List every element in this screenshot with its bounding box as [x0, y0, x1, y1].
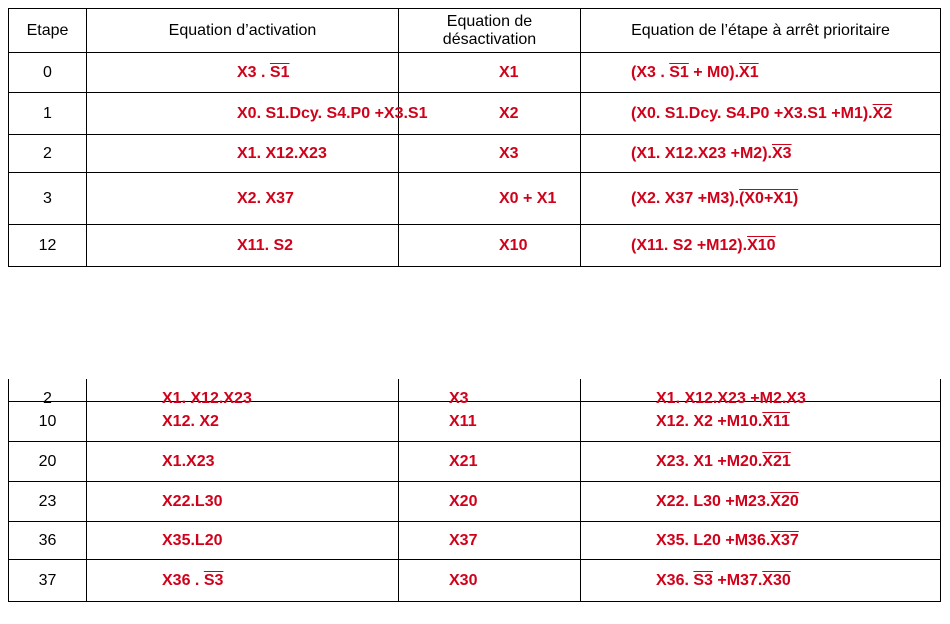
prioritaire-cell	[581, 560, 941, 602]
desactivation-cell	[399, 225, 581, 267]
equation-term: X1. X12.X23	[162, 390, 252, 407]
equation-term: (X0. S1.Dcy. S4.P0 +X3.S1 +M1).	[631, 104, 873, 122]
table-row	[9, 173, 941, 225]
prioritaire-cell	[581, 53, 941, 93]
equation-term: X30	[449, 571, 478, 589]
equation-term: X10	[499, 236, 528, 254]
activation-cell	[87, 522, 399, 560]
table-row	[9, 53, 941, 93]
equation-term: (X2. X37 +M3).	[631, 189, 740, 207]
equation-term: X12. X2 +M10.	[656, 412, 763, 430]
etape-cell	[9, 482, 87, 522]
etape-number: 1	[43, 104, 52, 122]
equation-term: X1. X12.X23 +M2.X3	[656, 390, 806, 407]
overlined-term: X10	[747, 236, 776, 254]
desactivation-cell	[399, 173, 581, 225]
prioritaire-cell	[581, 93, 941, 135]
table-body	[9, 379, 941, 602]
equation-term: X36.	[656, 571, 694, 589]
equation-term: + M0).	[688, 63, 740, 81]
activation-cell	[87, 225, 399, 267]
desactivation-cell	[399, 402, 581, 442]
equation-term: X11. S2	[237, 236, 294, 254]
equation-term: X22.L30	[162, 492, 223, 510]
etape-number: 36	[38, 531, 57, 549]
equation-term: X1. X12.X23	[237, 144, 327, 162]
equation-term: X3 .	[237, 63, 270, 81]
equation-term: X12. X2	[162, 412, 219, 430]
desactivation-cell	[399, 522, 581, 560]
activation-cell	[87, 560, 399, 602]
etape-number: 0	[43, 63, 52, 81]
etape-number: 10	[38, 412, 57, 430]
table-body	[9, 53, 941, 267]
equation-term: X21	[449, 452, 478, 470]
equation-term: X1	[499, 63, 519, 81]
table-row	[9, 225, 941, 267]
clipped-text	[449, 389, 580, 407]
table-row	[9, 560, 941, 602]
etape-cell	[9, 379, 87, 407]
prioritaire-cell	[581, 482, 941, 522]
overlined-term: X37	[770, 531, 799, 549]
table-row	[9, 522, 941, 560]
equation-term: X3	[449, 390, 469, 407]
clipped-text	[162, 389, 398, 407]
activation-cell	[87, 93, 428, 135]
etape-number: 23	[38, 492, 57, 510]
activation-cell	[87, 53, 399, 93]
equation-term: X3	[499, 144, 519, 162]
table-row	[9, 135, 941, 173]
header-desactivation	[399, 9, 581, 53]
activation-cell	[87, 379, 399, 407]
prioritaire-cell	[581, 442, 941, 482]
etape-cell	[9, 560, 87, 602]
overlined-term: X20	[770, 492, 799, 510]
activation-cell	[87, 135, 399, 173]
prioritaire-cell	[581, 225, 941, 267]
overlined-term: X30	[762, 571, 791, 589]
overlined-term: X21	[762, 452, 791, 470]
etape-number: 12	[38, 236, 57, 254]
etape-cell	[9, 135, 87, 173]
equation-term: X20	[449, 492, 478, 510]
table-row	[9, 482, 941, 522]
prioritaire-cell	[581, 379, 941, 407]
overlined-term: X11	[762, 412, 790, 430]
table-row	[9, 93, 941, 135]
etape-number: 20	[38, 452, 57, 470]
desactivation-cell	[399, 135, 581, 173]
prioritaire-cell	[581, 135, 941, 173]
overlined-term: S3	[693, 571, 713, 589]
equation-term: X11	[449, 412, 477, 430]
activation-cell	[87, 442, 399, 482]
etape-number: 37	[38, 571, 57, 589]
overlined-term: X3	[771, 144, 792, 162]
etape-cell	[9, 522, 87, 560]
equation-term: X35. L20 +M36.	[656, 531, 771, 549]
etape-number: 3	[43, 189, 52, 207]
equation-term: (X11. S2 +M12).	[631, 236, 748, 254]
overlined-term: S1	[669, 63, 689, 81]
prioritaire-cell	[581, 522, 941, 560]
activation-cell	[87, 482, 399, 522]
overlined-term: X1	[739, 63, 759, 81]
header-prioritaire: Equation de l’étape à arrêt prioritaire	[581, 9, 941, 53]
grafcet-equations-table-top	[8, 8, 941, 267]
equation-term: X36 .	[162, 571, 204, 589]
table-row	[9, 402, 941, 442]
etape-cell	[9, 173, 87, 225]
header-desactivation-label: Equation de désactivation	[442, 12, 537, 48]
equation-term: X37	[449, 531, 478, 549]
desactivation-cell	[399, 442, 581, 482]
overlined-term: S1	[269, 63, 290, 81]
etape-cell	[9, 53, 87, 93]
header-etape: Etape	[9, 9, 87, 53]
equation-term: +M37.	[712, 571, 763, 589]
activation-cell	[87, 402, 399, 442]
etape-cell	[9, 93, 87, 135]
header-row	[9, 9, 941, 53]
prioritaire-cell	[581, 173, 941, 225]
equation-term: X2. X37	[237, 189, 294, 207]
equation-term: (X1. X12.X23 +M2).	[631, 144, 772, 162]
prioritaire-cell	[581, 402, 941, 442]
grafcet-equations-table-bottom	[8, 379, 941, 602]
table-row	[9, 379, 941, 402]
desactivation-cell	[399, 560, 581, 602]
equation-term: (X3 .	[631, 63, 670, 81]
equation-term: X22. L30 +M23.	[656, 492, 771, 510]
etape-number: 2	[43, 144, 52, 162]
etape-cell	[9, 442, 87, 482]
desactivation-cell	[399, 482, 581, 522]
activation-cell	[87, 173, 399, 225]
overlined-term: X2	[872, 104, 893, 122]
clipped-text	[656, 389, 940, 407]
overlined-term: S3	[203, 571, 224, 589]
etape-cell	[9, 402, 87, 442]
equation-term: X23. X1 +M20.	[656, 452, 763, 470]
etape-cell	[9, 225, 87, 267]
equation-term: X1.X23	[162, 452, 215, 470]
equation-term: X0 + X1	[499, 189, 557, 207]
table-row	[9, 442, 941, 482]
equation-term: X2	[499, 104, 519, 122]
desactivation-cell	[399, 53, 581, 93]
equation-term: X35.L20	[162, 531, 223, 549]
desactivation-cell	[399, 379, 581, 407]
etape-number: 2	[43, 390, 52, 407]
header-activation: Equation d’activation	[87, 9, 399, 53]
equation-term: X0. S1.Dcy. S4.P0 +X3.S1	[237, 104, 428, 122]
overlined-term: (X0+X1)	[739, 189, 799, 207]
